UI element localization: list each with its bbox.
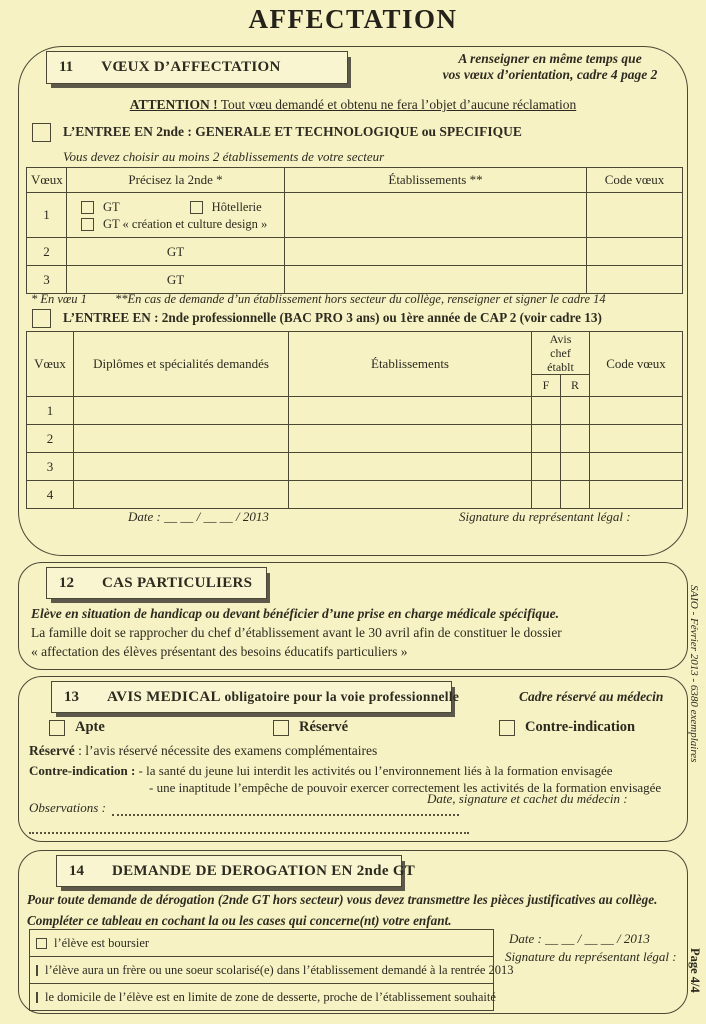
gt-table-header-row [27, 168, 683, 193]
attention-text: Tout vœu demandé et obtenu ne fera l’objet d’aucune réclamation [217, 97, 577, 112]
signature-field-label: Signature du représentant légal : [459, 509, 631, 524]
fratrie-checkbox[interactable] [36, 965, 38, 976]
col-header-code-voeux: Code vœux [587, 168, 683, 193]
page-number: Page 4/4 [688, 948, 702, 993]
pro-entry-checkbox[interactable] [32, 309, 51, 328]
diplome-cell [74, 481, 289, 509]
side-note-line1: A renseigner en même temps que [458, 51, 642, 66]
avis-line2: chef établt [547, 346, 574, 374]
avis-f-cell [532, 481, 561, 509]
derogation-option-label: le domicile de l’élève est en limite de zone de desserte, proche de l’établissement souhaité [45, 989, 496, 1004]
section-13-title-strong: AVIS MEDICAL [107, 688, 221, 705]
col-header-etablissements: Établissements ** [285, 168, 587, 193]
precision-cell: GT [67, 266, 285, 294]
section-13-box [18, 676, 688, 842]
observations-line [29, 800, 459, 816]
col-header-f: F [532, 375, 561, 397]
voeu-number: 2 [27, 425, 74, 453]
col-header-precisez: Précisez la 2nde * [67, 168, 285, 193]
code-voeu-cell [587, 193, 683, 238]
diplome-cell [74, 397, 289, 425]
pro-table-row-2 [27, 425, 683, 453]
gt-entry-hint: Vous devez choisir au moins 2 établissements de votre secteur [63, 149, 385, 164]
hotellerie-option-label: Hôtellerie [211, 200, 262, 214]
section-14-number: 14 [69, 862, 84, 879]
date-field-label[interactable]: Date : __ __ / __ __ / 2013 [509, 931, 650, 946]
section-11-header [46, 51, 348, 84]
code-voeu-cell [590, 397, 683, 425]
page-title: AFFECTATION [248, 4, 458, 34]
col-header-voeux: Vœux [27, 332, 74, 397]
avis-line1: Avis [549, 332, 572, 346]
code-voeu-cell [590, 425, 683, 453]
contre-indication-checkbox[interactable] [499, 720, 515, 736]
section-14-title: DEMANDE DE DEROGATION EN 2nde GT [112, 862, 416, 879]
gt-design-option-checkbox[interactable] [81, 218, 94, 231]
observations-label: Observations : [29, 800, 106, 815]
footnote-double-star: **En cas de demande d’un établissement hors secteur du collège, renseigner et signer le cadre 14 [115, 292, 606, 306]
contre-indication-label: Contre-indication [525, 719, 636, 735]
derogation-row-3 [29, 984, 494, 1011]
code-voeu-cell [587, 266, 683, 294]
etablissement-cell [285, 193, 587, 238]
voeu-number: 1 [27, 397, 74, 425]
avis-r-cell [561, 481, 590, 509]
etablissement-cell [285, 266, 587, 294]
doctor-reserved-note: Cadre réservé au médecin [519, 689, 664, 704]
hotellerie-option-checkbox[interactable] [190, 201, 203, 214]
section-14-lead2: Compléter ce tableau en cochant la ou les cases qui concerne(nt) votre enfant. [27, 913, 452, 928]
reserve-definition [29, 743, 377, 759]
etablissement-cell [289, 453, 532, 481]
signature-field-label: Signature du représentant légal : [505, 949, 677, 964]
contre-definition-line2: - une inaptitude l’empêche de pouvoir exercer correctement les activités de la formation envisagée [149, 780, 662, 795]
section-13-number: 13 [64, 688, 79, 705]
derogation-option-label: l’élève aura un frère ou une soeur scolarisé(e) dans l’établissement demandé à la rentrée 2013 [45, 962, 514, 977]
section-11-title: VŒUX D’AFFECTATION [101, 59, 281, 75]
apte-checkbox[interactable] [49, 720, 65, 736]
voeu-number: 2 [27, 238, 67, 266]
etablissement-cell [289, 481, 532, 509]
section-12-box [18, 562, 688, 670]
section-12-header [46, 567, 267, 599]
boursier-checkbox[interactable] [36, 938, 47, 949]
derogation-row-1 [29, 929, 494, 957]
attention-label: ATTENTION ! [129, 97, 218, 112]
avis-r-cell [561, 453, 590, 481]
pro-table [26, 331, 683, 509]
derogation-row-2 [29, 957, 514, 984]
date-field-label[interactable]: Date : __ __ / __ __ / 2013 [128, 509, 269, 524]
section-12-lead: Elève en situation de handicap ou devant bénéficier d’une prise en charge médicale spécifique. [31, 606, 559, 621]
etablissement-cell [289, 425, 532, 453]
section-13-title-rest: obligatoire pour la voie professionnelle [220, 688, 460, 704]
gt-table-row-1 [27, 193, 683, 238]
derogation-option-label: l’élève est boursier [54, 935, 150, 950]
code-voeu-cell [587, 238, 683, 266]
reserve-checkbox[interactable] [273, 720, 289, 736]
col-header-code-voeux: Code vœux [590, 332, 683, 397]
print-imprint: SAIO - Février 2013 - 6380 exemplaires [688, 585, 700, 763]
section-12-body-line2: « affectation des élèves présentant des besoins éducatifs particuliers » [31, 644, 408, 659]
domicile-checkbox[interactable] [36, 992, 38, 1003]
voeu-number: 3 [27, 266, 67, 294]
section-11-box [18, 46, 688, 556]
avis-r-cell [561, 397, 590, 425]
attention-line [19, 97, 687, 113]
section-12-number: 12 [59, 574, 74, 591]
code-voeu-cell [590, 453, 683, 481]
gt-entry-label: L’ENTREE EN 2nde : GENERALE ET TECHNOLOGIQUE ou SPECIFIQUE [63, 124, 522, 139]
section-11-side-note [419, 51, 681, 83]
col-header-r: R [561, 375, 590, 397]
precision-cell: GT [67, 238, 285, 266]
avis-f-cell [532, 453, 561, 481]
doctor-date-signature-note: Date, signature et cachet du médecin : [427, 791, 628, 806]
col-header-diplomes: Diplômes et spécialités demandés [74, 332, 289, 397]
gt-entry-checkbox[interactable] [32, 123, 51, 142]
reserve-term: Réservé [29, 743, 75, 758]
gt-table-row-3 [27, 266, 683, 294]
section-12-title: CAS PARTICULIERS [102, 574, 253, 591]
col-header-avis [532, 332, 590, 375]
col-header-etablissements: Établissements [289, 332, 532, 397]
pro-table-header-row [27, 332, 683, 375]
derogation-table [29, 929, 514, 1011]
code-voeu-cell [590, 481, 683, 509]
etablissement-cell [285, 238, 587, 266]
gt-table [26, 167, 683, 294]
gt-option-checkbox[interactable] [81, 201, 94, 214]
pro-table-row-1 [27, 397, 683, 425]
section-14-box [18, 850, 688, 1014]
voeu-number: 1 [27, 193, 67, 238]
section-11-number: 11 [59, 59, 74, 75]
contre-definition-line1 [29, 763, 613, 779]
diplome-cell [74, 425, 289, 453]
reserve-def-text: : l’avis réservé nécessite des examens complémentaires [74, 743, 378, 758]
gt-design-option-label: GT « création et culture design » [103, 217, 268, 231]
observations-dotted-line-2[interactable] [29, 818, 469, 834]
footnote-star: * En vœu 1 [31, 292, 87, 306]
observations-dotted-line[interactable] [112, 800, 459, 816]
voeu-number: 4 [27, 481, 74, 509]
avis-f-cell [532, 425, 561, 453]
gt-table-row-2 [27, 238, 683, 266]
pro-table-row-4 [27, 481, 683, 509]
avis-f-cell [532, 397, 561, 425]
section-14-lead1: Pour toute demande de dérogation (2nde GT hors secteur) vous devez transmettre les pièces justificatives au collège. [27, 892, 658, 907]
diplome-cell [74, 453, 289, 481]
section-13-title [107, 689, 459, 706]
voeu-number: 3 [27, 453, 74, 481]
apte-label: Apte [75, 719, 105, 735]
section-14-header [56, 855, 416, 887]
pro-table-row-3 [27, 453, 683, 481]
etablissement-cell [289, 397, 532, 425]
reserve-label: Réservé [299, 719, 349, 735]
contre-term: Contre-indication : [29, 763, 136, 778]
gt-option-label: GT [103, 200, 120, 214]
section-13-header [51, 681, 460, 713]
avis-r-cell [561, 425, 590, 453]
side-note-line2: vos vœux d’orientation, cadre 4 page 2 [442, 67, 658, 82]
contre-def1-text: - la santé du jeune lui interdit les activités ou l’environnement liés à la formation envisagée [138, 763, 613, 778]
col-header-voeux: Vœux [27, 168, 67, 193]
pro-entry-label: L’ENTREE EN : 2nde professionnelle (BAC PRO 3 ans) ou 1ère année de CAP 2 (voir cadre 13) [63, 310, 602, 325]
section-12-body-line1: La famille doit se rapprocher du chef d’établissement avant le 30 avril afin de constituer le dossier [31, 625, 562, 640]
